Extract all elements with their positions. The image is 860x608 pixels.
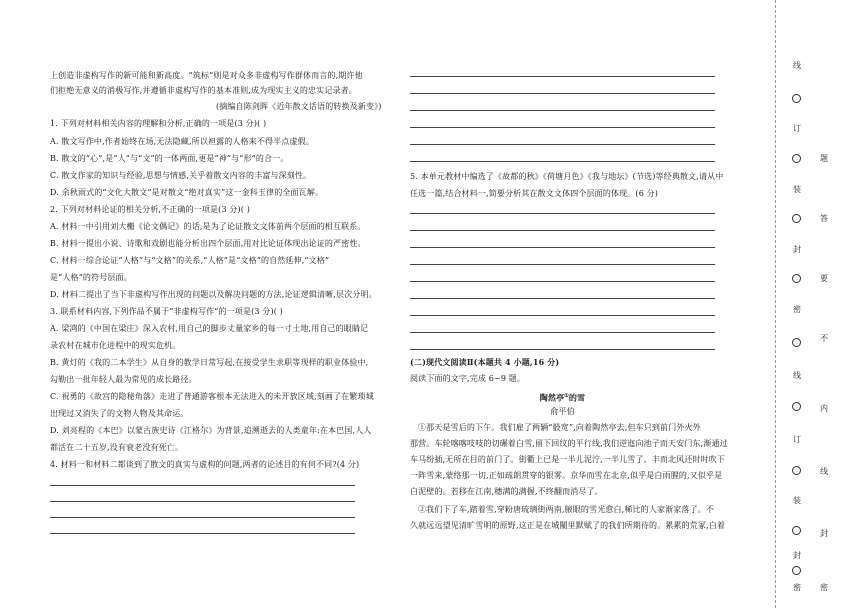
answer-line[interactable]	[410, 281, 715, 282]
answer-line[interactable]	[410, 76, 715, 77]
binding-mark: 线	[793, 371, 801, 380]
section-heading: (二)现代文阅读Ⅱ(本题共 4 小题,16 分)	[410, 357, 560, 367]
option-a: A. 材料一中引用刘大櫆《论文偶记》的话,是为了论证散文文体前两个层面的相互联系。	[50, 222, 366, 231]
footnote-marker: ①	[564, 393, 569, 399]
story-line: ②我们下了车,踏着雪,穿粉唐琉璃街两南,腋眼的雪光愈白,稀比的人家渐家落了。不	[418, 505, 715, 514]
story-line: 一阵雪来,蒙络那一切,正如疏朗贯穿的银雾。京华而雪在北京,似乎是白雨腥的,又似乎是	[410, 471, 723, 480]
question-1: 1. 下列对材料相关内容的理解和分析,正确的一项是(3 分)( )	[50, 119, 267, 128]
margin-warning-char: 题	[820, 154, 828, 163]
binding-hole-icon	[792, 94, 801, 103]
option-d: D. 刘亮程的《本巴》以蒙古族史诗《江格尔》为背景,追溯逝去的人类童年:在本巴国,人人	[50, 426, 372, 435]
answer-line[interactable]	[410, 230, 715, 231]
answer-line[interactable]	[410, 161, 715, 162]
source-citation: (摘编自陈剑晖《近年散文话语的转换及新变》)	[216, 102, 382, 111]
option-c: C. 材料一综合论证“人格”与“文格”的关系,“人格”是“文格”的自然延伸,“文格”	[50, 256, 330, 265]
binding-hole-icon	[792, 466, 801, 475]
binding-mark: 封	[793, 551, 801, 560]
text-line: 们拒绝无意义的消极写作,并遵循非虚构写作的基本准则,成为现实主义的忠实记录者。	[50, 86, 357, 95]
answer-line[interactable]	[410, 213, 715, 214]
story-title-tail: 的雪	[568, 392, 586, 403]
answer-line[interactable]	[410, 93, 715, 94]
answer-line[interactable]	[50, 533, 355, 534]
margin-warning-char: 不	[820, 334, 828, 343]
story-line: 车马纷插,无所在目的前门了。街衢上已是一半儿泥泞,一半儿雪了。丰而北风还时时吹下	[410, 455, 726, 464]
question-5: 5. 本单元教材中编选了《故都的秋》《荷塘月色》《我与地坛》(节选)等经典散文,请从中	[410, 172, 724, 181]
margin-warning-char: 密	[820, 583, 828, 592]
binding-mark: 封	[793, 245, 801, 254]
binding-mark: 密	[793, 583, 801, 592]
binding-mark: 订	[793, 435, 801, 444]
question-5-cont: 任选一篇,结合材料一,简要分析其在散文文体四个层面的体现。(6 分)	[410, 189, 659, 198]
answer-line[interactable]	[410, 332, 715, 333]
option-b: B. 散文的“心”,是“人”与“文”的一体两面,更是“神”与“形”的合一。	[50, 154, 289, 163]
story-line: 白泥壁的。若移在江南,穗满的满握,不终翻而消尽了。	[410, 487, 603, 496]
answer-line[interactable]	[410, 127, 715, 128]
option-d: D. 材料二提出了当下非虚构写作出现的问题以及解决问题的方法,论证逻辑清晰,层次分明。	[50, 290, 377, 299]
answer-line[interactable]	[410, 298, 715, 299]
answer-line[interactable]	[410, 349, 715, 350]
option-b-cont: 勾勒出一批年轻人最为常见的成长路径。	[50, 375, 197, 384]
binding-hole-icon	[792, 274, 801, 283]
answer-line[interactable]	[410, 110, 715, 111]
answer-line[interactable]	[410, 247, 715, 248]
story-title	[410, 391, 715, 403]
option-c-cont: 是“人格”的符号层面。	[50, 273, 132, 282]
binding-hole-icon	[792, 526, 801, 535]
binding-mark: 线	[793, 61, 801, 70]
binding-hole-icon	[792, 402, 801, 411]
option-b: B. 材料一提出小说、诗歌和戏剧也能分析出四个层面,用对比论证体现出论证的严密性。	[50, 239, 366, 248]
option-a: A. 散文写作中,作者始终在场,无法隐藏,所以袒露的人格来不得半点虚假。	[50, 137, 314, 146]
answer-line[interactable]	[50, 517, 355, 518]
option-c-cont: 出现过又消失了的文物人物及其命运。	[50, 409, 189, 418]
margin-warning-char: 线	[820, 467, 828, 476]
question-3: 3. 联系材料内容,下列作品不属于“非虚构写作”的一项是(3 分)( )	[50, 307, 283, 316]
answer-line[interactable]	[410, 264, 715, 265]
story-title-main: 陶然亭	[539, 392, 565, 403]
option-d: D. 余秋雨式的“文化大散文”是对散文“绝对真实”这一金科玉律的全面瓦解。	[50, 188, 324, 197]
margin-warning-char: 封	[820, 529, 828, 538]
binding-mark: 装	[793, 496, 801, 505]
answer-line[interactable]	[410, 144, 715, 145]
text-line: 上创造非虚构写作的新可能和新高度。“筑标”则是对众多非虚构写作群体而言的,期许他	[50, 71, 363, 80]
answer-line[interactable]	[50, 501, 355, 502]
option-a-cont: 录农村在城市化进程中的现实危机。	[50, 341, 181, 350]
option-a: A. 梁鸿的《中国在梁庄》深入农村,用自己的脚步丈量家乡的每一寸土地,用自己的眼睛记	[50, 324, 369, 333]
option-c: C. 散文作家的知识与经验,思想与情感,关乎着散文内容的丰富与深刻性。	[50, 171, 312, 180]
instruction: 阅读下面的文字,完成 6~9 题。	[410, 374, 526, 383]
option-b: B. 黄灯的《我的二本学生》从自身的教学日常写起,在接受学生求职等现样的职业体验中,	[50, 358, 369, 367]
binding-mark: 密	[793, 305, 801, 314]
binding-mark: 订	[793, 124, 801, 133]
story-line: 久就远远望见清旷雪明的原野,这正是在城闉里默赋了的我们所期待的。累累的荒冢,白着	[410, 521, 726, 530]
story-line: 那营。车轮喀喀吱吱的切碾着白雪,留下回纹的平行线,我们逆迤向池子而天安门东,渐通过	[410, 439, 728, 448]
answer-line[interactable]	[410, 315, 715, 316]
binding-hole-icon	[792, 214, 801, 223]
answer-line[interactable]	[50, 485, 355, 486]
binding-hole-icon	[792, 154, 801, 163]
story-line: ①那天是雪后的下午。我们雇了两辆“骰宽”,向着陶然亭去,但车只到前门外火外	[418, 423, 701, 432]
margin-warning-char: 答	[820, 214, 828, 223]
binding-hole-icon	[792, 566, 801, 575]
binding-mark: 装	[793, 185, 801, 194]
margin-warning-char: 要	[820, 274, 828, 283]
binding-hole-icon	[792, 338, 801, 347]
question-2: 2. 下列对材料论证的相关分析,不正确的一项是(3 分)( )	[50, 205, 251, 214]
option-c: C. 祝勇的《故宫的隐秘角落》走进了普通游客根本无法进入的未开放区域,刻画了在繁琐城	[50, 392, 374, 401]
option-d-cont: 都活在二十五岁,没有衰老没有死亡。	[50, 443, 184, 452]
author: 俞平伯	[550, 407, 575, 416]
question-4: 4. 材料一和材料二都谈到了散文的真实与虚构的问题,两者的论述目的有何不同?(4 分)	[50, 460, 360, 469]
margin-warning-char: 内	[820, 404, 828, 413]
binding-line	[775, 0, 776, 608]
